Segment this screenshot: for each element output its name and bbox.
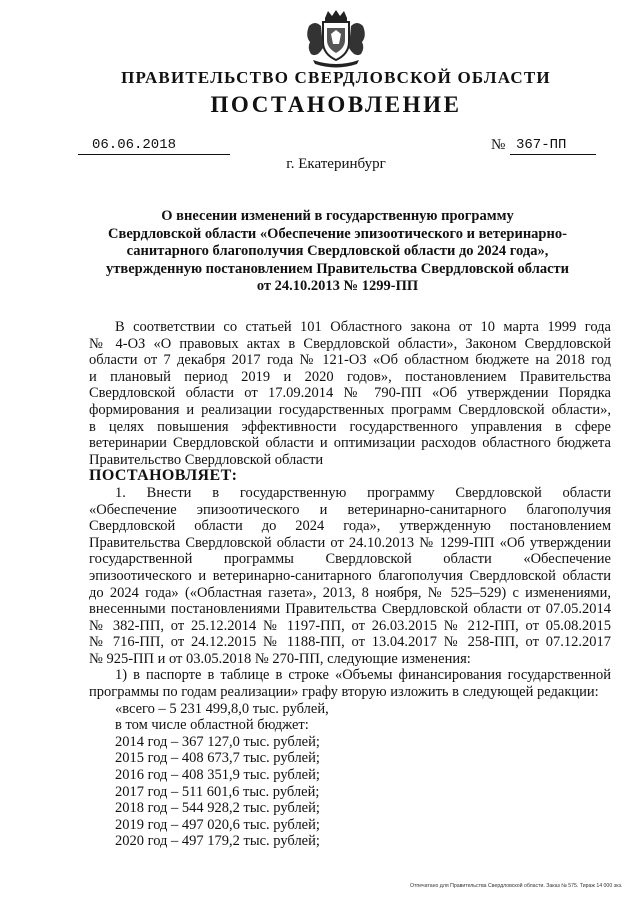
text-line: Правительство Свердловской области — [89, 451, 324, 468]
text-line: программы по годам реализации» графу вторую изложить в следующей редакции: — [89, 684, 599, 701]
text-line: В соответствии со статьей 101 Областного закона от 10 марта 1999 года — [115, 319, 611, 335]
document-date: 06.06.2018 — [78, 136, 230, 155]
text-line: № 382-ПП, от 25.12.2014 № 1197-ПП, от 26.03.2015 № 212-ПП, от 05.08.2015 — [89, 617, 611, 634]
funding-line: 2018 год – 544 928,2 тыс. рублей; — [115, 800, 320, 817]
document-heading — [70, 208, 605, 296]
government-title: ПРАВИТЕЛЬСТВО СВЕРДЛОВСКОЙ ОБЛАСТИ — [121, 68, 551, 87]
resolves-heading: ПОСТАНОВЛЯЕТ: — [89, 467, 238, 485]
coat-of-arms-icon — [301, 8, 371, 68]
text-line: эпизоотического и ветеринарно-санитарного благополучия Свердловской области — [89, 567, 611, 584]
text-line: Правительства Свердловской области от 24.10.2013 № 1299-ПП «Об утверждении — [89, 534, 611, 551]
funding-line: 2016 год – 408 351,9 тыс. рублей; — [115, 767, 320, 784]
heading-line: утвержденную постановлением Правительства Свердловской области — [106, 260, 569, 277]
text-line: № 925-ПП и от 03.05.2018 № 270-ПП, следующие изменения: — [89, 650, 471, 667]
text-line: области от 7 декабря 2017 года № 121-ОЗ «Об областном бюджете на 2018 год — [89, 352, 611, 369]
heading-line: от 24.10.2013 № 1299-ПП — [256, 278, 419, 294]
funding-line: 2020 год – 497 179,2 тыс. рублей; — [115, 833, 320, 850]
text-line: до 2024 года» («Областная газета», 2013, 8 ноября, № 525–529) с изменениями, — [89, 584, 611, 601]
text-line: № 716-ПП, от 24.12.2015 № 1188-ПП, от 13.04.2017 № 258-ПП, от 07.12.2017 — [89, 634, 611, 651]
text-line: Свердловской области до 2024 года», утвержденную постановлением — [89, 518, 611, 535]
text-line: ветеринарии Свердловской области и оптимизации расходов областного бюджета — [89, 435, 611, 452]
document-kind-title: ПОСТАНОВЛЕНИЕ — [210, 92, 462, 117]
heading-line: Свердловской области «Обеспечение эпизоотического и ветеринарно- — [108, 225, 567, 242]
funding-line: 2015 год – 408 673,7 тыс. рублей; — [115, 750, 320, 767]
heading-line: санитарного благополучия Свердловской области до 2024 года», — [126, 243, 549, 259]
funding-line: 2019 год – 497 020,6 тыс. рублей; — [115, 816, 320, 833]
funding-line: 2014 год – 367 127,0 тыс. рублей; — [115, 733, 320, 750]
text-line: государственной программы Свердловской области «Обеспечение — [89, 551, 611, 568]
city: г. Екатеринбург — [286, 156, 386, 172]
print-note: Отпечатано для Правительства Свердловской области. Заказ № 575. Тираж 14 000 экз. — [410, 883, 623, 889]
text-line: в целях повышения эффективности государственного управления в сфере — [89, 418, 611, 435]
heading-line: О внесении изменений в государственную программу — [161, 208, 514, 224]
text-line: № 4-ОЗ «О правовых актах в Свердловской области», Законом Свердловской — [89, 335, 611, 352]
funding-line: в том числе областной бюджет: — [115, 717, 309, 734]
document-body — [89, 319, 611, 850]
text-line: 1. Внести в государственную программу Свердловской области — [115, 484, 611, 501]
funding-line: «всего – 5 231 499,8,0 тыс. рублей, — [115, 700, 329, 717]
text-line: Свердловской области от 17.09.2014 № 790-ПП «Об утверждении Порядка — [89, 385, 611, 402]
text-line: формирования и реализации государственных программ Свердловской области», — [89, 401, 611, 418]
text-line: и плановый период 2019 и 2020 годов», постановлением Правительства — [89, 368, 611, 385]
text-line: «Обеспечение эпизоотического и ветеринарно-санитарного благополучия — [89, 501, 611, 518]
number-sign: № — [491, 137, 506, 153]
text-line: внесенными постановлениями Правительства Свердловской области от 07.05.2014 — [89, 601, 611, 618]
document-number: 367-ПП — [510, 136, 596, 155]
funding-line: 2017 год – 511 601,6 тыс. рублей; — [115, 783, 320, 800]
text-line: 1) в паспорте в таблице в строке «Объемы финансирования государственной — [115, 667, 611, 684]
